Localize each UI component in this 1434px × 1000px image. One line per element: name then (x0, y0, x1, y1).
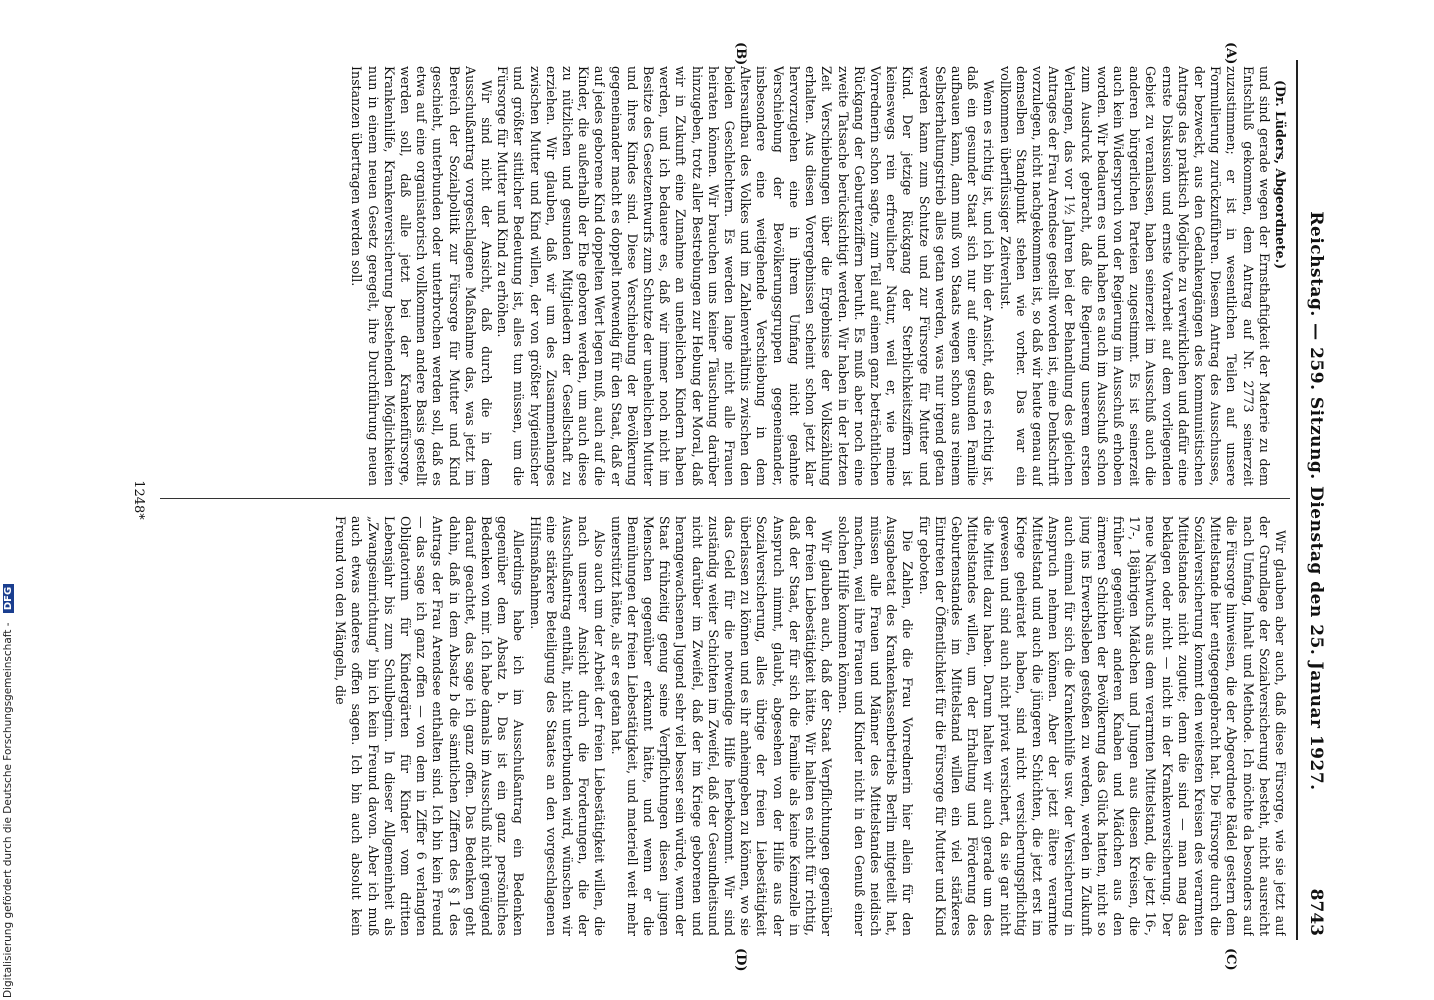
paragraph: Wir glauben auch, daß der Staat Verpflichtungen gegenüber der freien Liebestätigkeit hätte. Wir halten es nicht für richtig, daß der Staat, der für sich die Familie als keine Keimzelle in Anspruch nimmt, glaubt, abgesehen von der Hilfe aus der Sozialversicherung, alles übrige der freien Liebestätigkeit überlassen zu können und es ihr anheimgeben zu können, wo sie das Geld für die notwendige Hilfe herbekommt. Wir sind zuständig weiter Schichten im Zweifel, daß der Gesundheitsund nicht darüber im Zweifel, daß der im Kriege geborenen und herangewachsenen Jugend sehr viel besser sein würde, wenn der Staat frühzeitig genug seine Verpflichtungen diesen jungen Menschen gegenüber erkannt hätte, und wenn er die Bemühungen der freien Liebestätigkeit, und materiell weit mehr unterstützt hätte, als er es getan hat. (608, 516, 835, 936)
sheet-mark: 1248* (131, 480, 146, 520)
margin-letter-b: (B) (733, 42, 748, 66)
speaker-line: (Dr. Lüders, Abgeordnete.) (1273, 80, 1288, 270)
margin-letter-a: (A) (1223, 42, 1238, 65)
page-number: 8743 (1306, 888, 1326, 936)
session-title: Reichstag. — 259. Sitzung. Dienstag den 25. Januar 1927. (1306, 211, 1326, 791)
header-rule (1296, 60, 1298, 940)
right-text-column (158, 516, 1288, 936)
paragraph: Wir glauben aber auch, daß diese Fürsorge, wie sie jetzt auf der Grundlage der Sozialversicherung besteht, nicht ausreicht nach Umfang, Inhalt und Methode. Ich möchte da besonders auf die Fürsorge hinweisen, die der Abgeordnete Rädel gestern dem Mittelstande hier entgegengebracht hat. Die Fürsorge durch die Sozialversicherung kommt den weitesten Kreisen des verarmten Mittelstandes nicht zugute; denn die sind — man mag das beklagen oder nicht — nicht in der Krankenversicherung. Der neue Nachwuchs aus dem verarmten Mittelstand, die jetzt 16-, 17-, 18jährigen Mädchen und Jungen aus diesen Kreisen, die früher gegenüber anderen Knaben und Mädchen aus den ärmeren Schichten der Bevölkerung das Glück hatten, nicht so jung ins Erwerbsleben gestoßen zu werden, werden in Zukunft auch einmal für sich die Krankenhilfe usw. der Versicherung in Anspruch nehmen können. Aber der jetzt ältere verarmte Mittelstand und auch die jüngeren Schichten, die jetzt erst im Kriege geheiratet haben, sind nicht versicherungspflichtig gewesen und sind auch nicht privat versichert, da sie gar nicht die Mittel dazu haben. Darum halten wir auch gerade um des Mittelstandes willen, um der Erhaltung und Förderung des Geburtenstandes im Mittelstand willen ein viel stärkeres Eintreten der Öffentlichkeit für die Fürsorge für Mutter und Kind für geboten. (916, 516, 1288, 936)
paragraph: und sind gerade wegen der Ernsthaftigkeit der Materie zu dem Entschluß gekommen, dem Antrag auf Nr. 2773 seinerzeit zuzustimmen; er ist in wesentlichen Teilen auf unsere Formulierung zurückzuführen. Diesem Antrag des Ausschusses, der bezweckt, aus den Gedankengängen des kommunistischen Antrags das praktisch Mögliche zu verwirklichen und dafür eine ernste Diskussion und ernste Vorarbeit auf dem vorliegenden Gebiet zu veranlassen, haben seinerzeit im Ausschuß auch die anderen bürgerlichen Parteien zugestimmt. Es ist seinerzeit auch kein Widerspruch von der Regierung im Ausschuß erhoben worden. Wir bedauern es und haben es auch im Ausschuß schon zum Ausdruck gebracht, daß die Regierung unserem ersten Verlangen, das vor 1½ Jahren bei der Behandlung des gleichen Antrages der Frau Arendsee gestellt worden ist, eine Denkschrift vorzulegen, nicht nachgekommen ist, so daß wir heute genau auf demselben Standpunkt stehen wie vorher. Das war ein vollkommen überflüssiger Zeitverlust. (997, 66, 1272, 486)
page-header (1296, 66, 1326, 936)
paragraph: Wenn es richtig ist, und ich bin der Ansicht, daß es richtig ist, daß ein gesunder Staat sich nur auf einer gesunden Familie aufbauen kann, dann muß von Staats wegen schon aus reinem Selbsterhaltungstrieb alles getan werden, was nur irgend getan werden kann zum Schutze und zur Fürsorge für Mutter und Kind. Der jetzige Rückgang der Sterblichkeitsziffern ist keineswegs rein erfreulicher Natur, weil er, wie meine Vorrednerin schon sagte, zum Teil auf einem ganz beträchtlichen Rückgang der Geburtenziffern beruht. Es muß aber noch eine zweite Tatsache berücksichtigt werden. Wir haben in der letzten Zeit Verschiebungen über die Ergebnisse der Volkszählung erhalten. Aus diesen Vorergebnissen scheint schon jetzt klar hervorzugehen eine in ihrem Umfang nicht geahnte Verschiebung der Bevölkerungsgruppen gegeneinander, insbesondere eine weitgehende Verschiebung in dem Altersaufbau des Volkes und im Zahlenverhältnis zwischen den beiden Geschlechtern. Es werden lange nicht alle Frauen heiraten können. Wir brauchen uns keiner Täuschung darüber hinzugeben, trotz aller Bestrebungen zur Hebung der Moral, daß wir in Zukunft eine Zunahme an unehelichen Kindern haben werden, und ich bedauere es, daß wir immer noch nicht im Besitze des Gesetzentwurfs zum Schutze der unehelichen Mutter und ihres Kindes sind. Diese Verschiebung der Bevölkerung gegeneinander macht es doppelt notwendig für den Staat, daß er auf jedes geborene Kind doppelten Wert legen muß, auch auf die Kinder, die außerhalb der Ehe geboren werden, um auch diese zu nützlichen und gesunden Mitgliedern der Gesellschaft zu erziehen. Wir glauben, daß wir um des Zusammenhanges zwischen Mutter und Kind willen, der von größter hygienischer und größter sittlicher Bedeutung ist, alles tun müssen, um die Fürsorge für Mutter und Kind zu erhöhen. (495, 66, 997, 486)
paragraph: Wir sind nicht der Ansicht, daß durch die in dem Ausschußantrag vorgeschlagene Maßnahme das, was jetzt im Bereich der Sozialpolitik zur Fürsorge für Mutter und Kind geschieht, unterbunden oder unterbrochen werden soll, daß es etwa auf eine organisatorisch vollkommen andere Basis gestellt werden soll, daß alle jetzt bei der Krankenfürsorge, Krankenhilfe, Krankenversicherung bestehenden Möglichkeiten nun in einem neuen Gesetz geregelt, ihre Durchführung neuen Instanzen übertragen werden soll. (349, 66, 495, 486)
paragraph: Also auch um der Arbeit der freien Liebestätigkeit willen, die nach unserer Ansicht durch die Forderungen, die der Ausschußantrag enthält, nicht unterbunden wird, wünschen wir eine stärkere Beteiligung des Staates an den vorgeschlagenen Hilfsmaßnahmen. (527, 516, 608, 936)
paragraph: Allerdings habe ich im Ausschußantrag ein Bedenken gegenüber dem Absatz b. Das ist ein ganz persönliches Bedenken von mir. Ich habe damals im Ausschuß nicht genügend darauf geachtet, das sage ich ganz offen. Das Bedenken geht dahin, daß in dem Absatz b die sämtlichen Ziffern des § 1 des Antrags der Frau Arendsee enthalten sind. Ich bin kein Freund — das sage ich ganz offen — von dem in Ziffer 6 verlangten Obligatorium für Kindergärten für Kinder vom dritten Lebensjahr bis zum Schulbeginn. In dieser Allgemeinheit als „Zwangseinrichtung“ bin ich kein Freund davon. Aber ich muß auch etwas anderes offen sagen. Ich bin auch absolut kein Freund von den Mängeln, die (333, 516, 527, 936)
paragraph: Die Zahlen, die die Frau Vorrednerin hier allein für den Ausgabeetat des Krankenkassenbetriebs Berlin mitgeteilt hat, müssen alle Frauen und Männer des Mittelstandes neidisch machen, weil ihre Frauen und Kinder nicht in den Genuß einer solchen Hilfe kommen können. (835, 516, 916, 936)
column-divider (160, 498, 1290, 499)
margin-letter-d: (D) (733, 948, 748, 972)
digitization-credit (2, 8, 18, 998)
left-text-column (158, 66, 1288, 486)
margin-letter-c: (C) (1223, 948, 1238, 971)
credit-text: Digitalisierung gefördert durch die Deutsche Forschungsgemeinschaft - (2, 622, 14, 998)
scanned-page (120, 0, 1334, 1000)
dfg-logo: DFG (3, 584, 14, 613)
